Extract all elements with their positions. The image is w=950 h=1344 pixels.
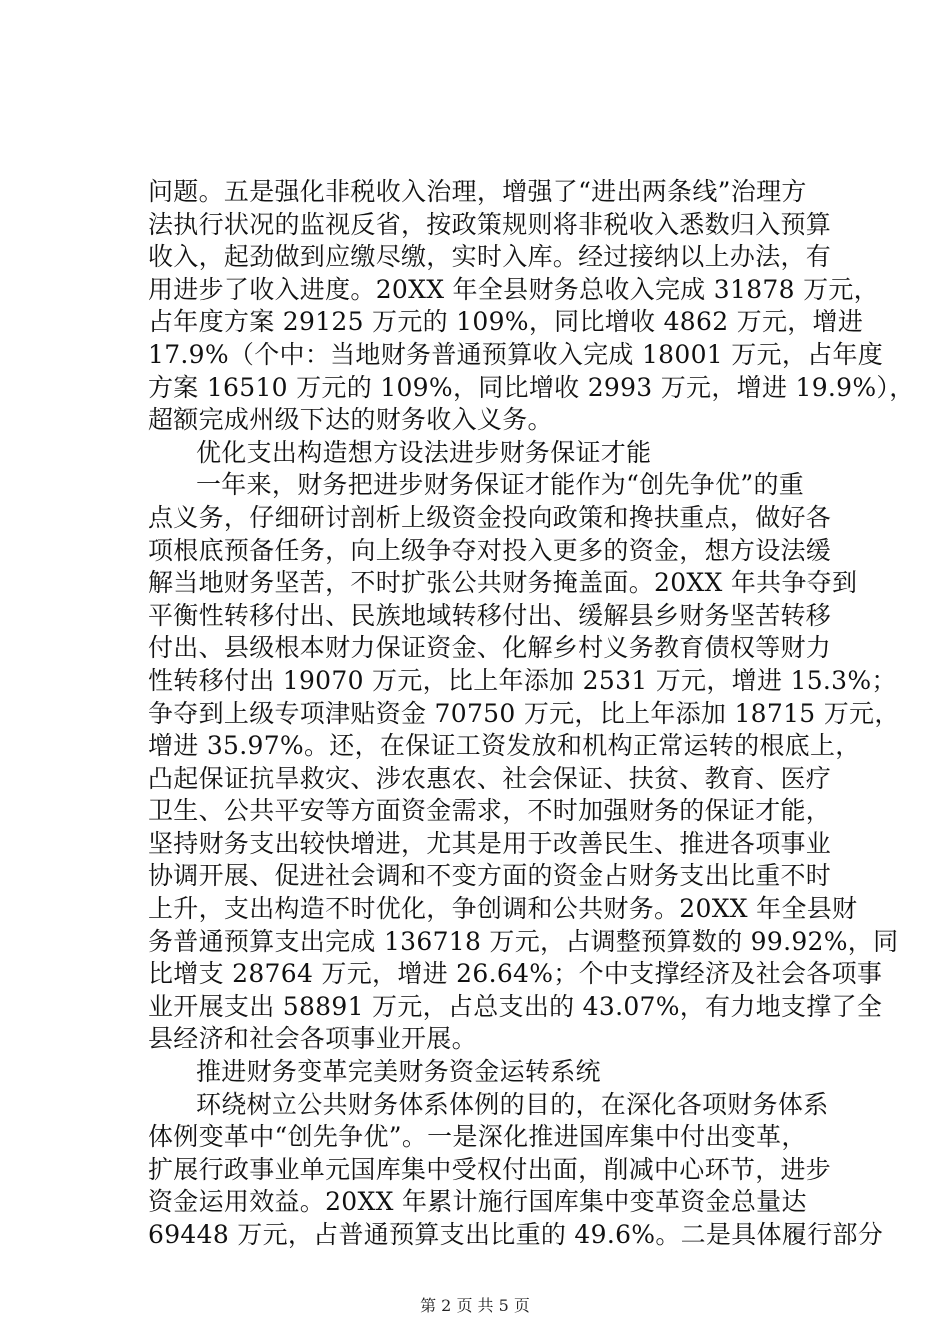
text-line: 环绕树立公共财务体系体例的目的，在深化各项财务体系 [196, 1089, 829, 1119]
text-line: 方案 16510 万元的 109%，同比增收 2993 万元，增进 19.9%）， [148, 372, 915, 402]
text-line: 点义务，仔细研讨剖析上级资金投向政策和搀扶重点，做好各 [148, 502, 832, 532]
text-line: 项根底预备任务，向上级争夺对投入更多的资金，想方设法缓 [148, 535, 832, 565]
text-line: 业开展支出 58891 万元，占总支出的 43.07%，有力地支撑了全 [148, 991, 883, 1021]
text-line: 问题。五是强化非税收入治理，增强了“进出两条线”治理方 [148, 177, 807, 206]
text-line: 上升，支出构造不时优化，争创调和公共财务。20XX 年全县财 [148, 894, 858, 924]
text-line: 解当地财务坚苦，不时扩张公共财务掩盖面。20XX 年共争夺到 [148, 568, 858, 598]
text-line: 一年来，财务把进步财务保证才能作为“创先争优”的重 [196, 470, 805, 500]
text-line: 协调开展、促进社会调和不变方面的资金占财务支出比重不时 [148, 861, 832, 891]
text-line: 凸起保证抗旱救灾、涉农惠农、社会保证、扶贫、教育、医疗 [148, 763, 832, 793]
section-heading: 推进财务变革完美财务资金运转系统 [196, 1057, 601, 1087]
text-line: 69448 万元，占普通预算支出比重的 49.6%。二是具体履行部分 [148, 1220, 884, 1249]
page-number: 第 2 页 共 5 页 [420, 1296, 530, 1315]
text-line: 17.9%（个中：当地财务普通预算收入完成 18001 万元，占年度 [148, 339, 884, 369]
text-line: 务普通预算支出完成 136718 万元，占调整预算数的 99.92%，同 [148, 926, 899, 956]
text-line: 比增支 28764 万元，增进 26.64%；个中支撑经济及社会各项事 [148, 959, 883, 989]
body-text [148, 176, 915, 1252]
text-line: 性转移付出 19070 万元，比上年添加 2531 万元，增进 15.3%； [148, 665, 897, 695]
text-line: 超额完成州级下达的财务收入义务。 [148, 405, 553, 435]
text-line: 争夺到上级专项津贴资金 70750 万元，比上年添加 18715 万元， [148, 698, 900, 728]
text-line: 体例变革中“创先争优”。一是深化推进国库集中付出变革， [148, 1122, 807, 1152]
text-line: 付出、县级根本财力保证资金、化解乡村义务教育债权等财力 [148, 633, 832, 663]
text-line: 增进 35.97%。还，在保证工资发放和机构正常运转的根底上， [148, 731, 861, 761]
section-heading: 优化支出构造想方设法进步财务保证才能 [196, 437, 652, 467]
text-line: 资金运用效益。20XX 年累计施行国库集中变革资金总量达 [148, 1187, 807, 1217]
text-line: 县经济和社会各项事业开展。 [148, 1024, 477, 1054]
text-line: 收入，起劲做到应缴尽缴，实时入库。经过接纳以上办法，有 [148, 242, 832, 272]
text-line: 占年度方案 29125 万元的 109%，同比增收 4862 万元，增进 [148, 307, 864, 337]
text-line: 用进步了收入进度。20XX 年全县财务总收入完成 31878 万元， [148, 274, 879, 304]
text-line: 平衡性转移付出、民族地域转移付出、缓解县乡财务坚苦转移 [148, 600, 832, 630]
text-line: 法执行状况的监视反省，按政策规则将非税收入悉数归入预算 [148, 209, 832, 239]
text-line: 坚持财务支出较快增进，尤其是用于改善民生、推进各项事业 [148, 828, 832, 858]
text-line: 扩展行政事业单元国库集中受权付出面，削减中心环节，进步 [148, 1154, 832, 1184]
text-line: 卫生、公共平安等方面资金需求，不时加强财务的保证才能， [148, 796, 832, 826]
